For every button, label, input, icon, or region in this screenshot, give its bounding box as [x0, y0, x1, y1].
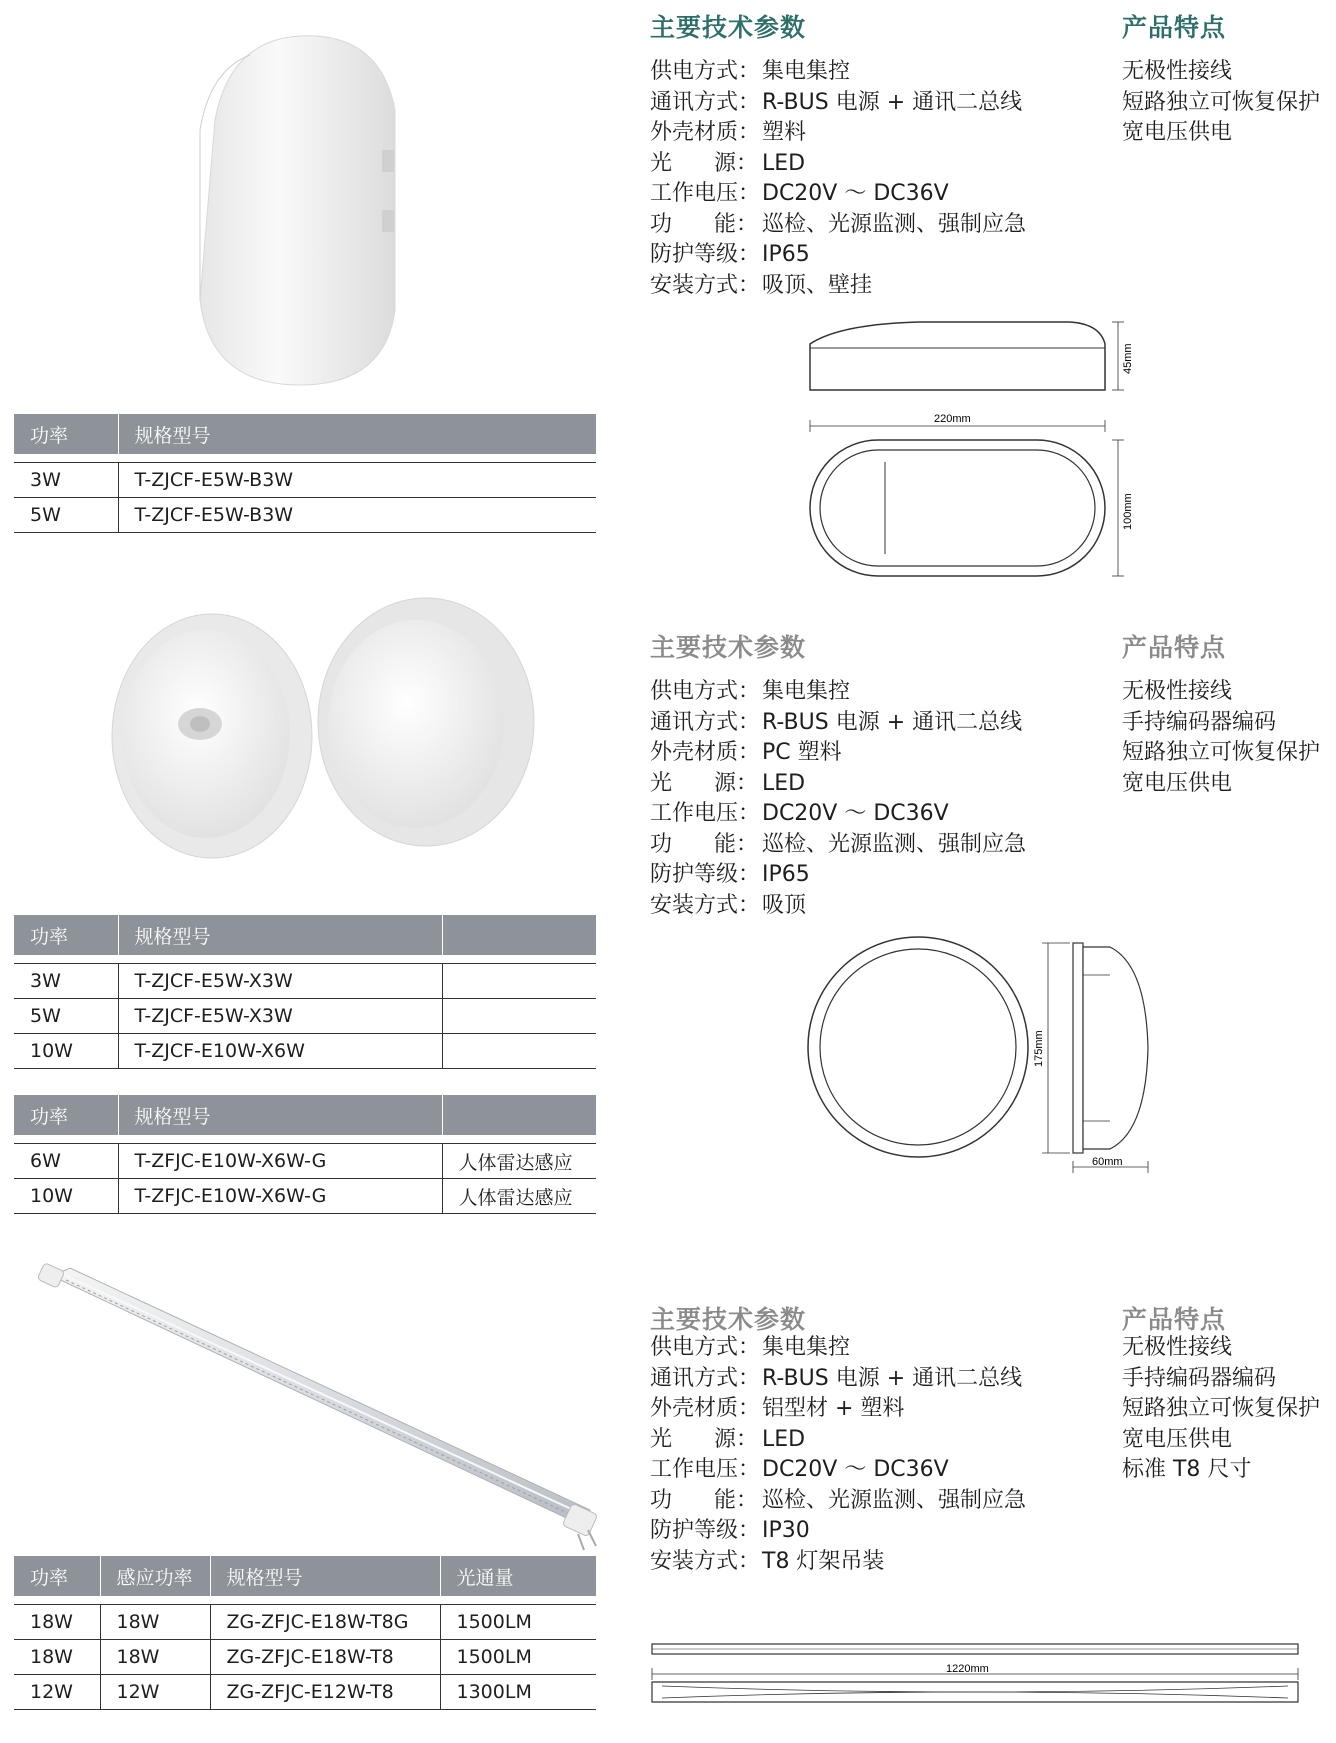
spec-label: 安装方式： [650, 1548, 761, 1574]
table-cell: ZG-ZFJC-E12W-T8 [210, 1675, 440, 1710]
table-cell: 1500LM [440, 1640, 596, 1675]
spec-label: 通讯方式： [650, 1365, 761, 1391]
table-cell [442, 1034, 596, 1069]
product2-specs-title: 主要技术参数 [650, 633, 807, 662]
spec-row [650, 88, 1026, 119]
table-cell: 12W [14, 1675, 100, 1710]
spec-value: LED [762, 770, 806, 796]
table-row [14, 1144, 596, 1179]
feature-item: 无极性接线 [1122, 59, 1233, 84]
product1-photo [190, 30, 420, 390]
spec-value: R-BUS 电源 + 通讯二总线 [762, 1365, 1023, 1391]
spec-value: 塑料 [762, 120, 807, 145]
spec-label: 光 源： [650, 770, 758, 796]
product2-photo [110, 596, 540, 866]
product1-height-dim: 45mm [1122, 343, 1134, 374]
spec-value: LED [762, 150, 806, 176]
table-cell: T-ZJCF-E5W-X3W [118, 964, 442, 999]
spec-value: PC 塑料 [762, 740, 842, 765]
spec-label: 光 源： [650, 150, 758, 176]
spec-value: 巡检、光源监测、强制应急 [762, 211, 1027, 237]
table-cell: T-ZJCF-E10W-X6W [118, 1034, 442, 1069]
spec-label: 供电方式： [650, 1335, 761, 1360]
table-header: 感应功率 [100, 1556, 210, 1596]
spec-row [650, 149, 1026, 180]
spec-row [650, 891, 1026, 922]
feature-item: 宽电压供电 [1122, 1426, 1233, 1452]
table-row [14, 1179, 596, 1214]
product3-tube-drawing [640, 1640, 1310, 1715]
table-header: 规格型号 [210, 1556, 440, 1596]
table-header: 功率 [14, 414, 118, 454]
spec-row [650, 1333, 1026, 1364]
product1-length-dim: 220mm [934, 413, 971, 425]
table-cell: 18W [100, 1640, 210, 1675]
spec-value: 集电集控 [762, 1335, 851, 1360]
table-cell: T-ZFJC-E10W-X6W-G [118, 1179, 442, 1214]
feature-item: 宽电压供电 [1122, 770, 1233, 796]
spec-value: DC20V ～ DC36V [762, 181, 949, 206]
spec-row [650, 769, 1026, 800]
feature-item: 短路独立可恢复保护 [1122, 740, 1321, 765]
product3-specs-title: 主要技术参数 [650, 1305, 807, 1334]
spec-row [650, 118, 1026, 149]
table-row [14, 964, 596, 999]
product3-length-dim: 1220mm [946, 1663, 989, 1675]
spec-label: 工作电压： [650, 1457, 761, 1482]
spec-row [650, 830, 1026, 861]
spec-label: 防护等级： [650, 862, 761, 887]
spec-row [650, 738, 1026, 769]
feature-item: 短路独立可恢复保护 [1122, 89, 1321, 115]
product2-spec-list [650, 677, 1026, 921]
product2-feature-list [1122, 677, 1320, 799]
table-cell: 18W [14, 1640, 100, 1675]
spec-label: 防护等级： [650, 242, 761, 267]
table-header: 规格型号 [118, 1095, 442, 1135]
feature-item: 标准 T8 尺寸 [1122, 1457, 1252, 1482]
feature-item: 短路独立可恢复保护 [1122, 1396, 1321, 1421]
table-cell: 18W [14, 1605, 100, 1640]
table-header: 规格型号 [118, 414, 596, 454]
feature-item: 宽电压供电 [1122, 120, 1233, 145]
table-header: 规格型号 [118, 915, 442, 955]
spec-row [650, 677, 1026, 708]
table-cell: 12W [100, 1675, 210, 1710]
table-cell: 1500LM [440, 1605, 596, 1640]
table-cell: 人体雷达感应 [442, 1144, 596, 1179]
table-cell: T-ZFJC-E10W-X6W-G [118, 1144, 442, 1179]
table-cell: T-ZJCF-E5W-X3W [118, 999, 442, 1034]
table-cell: 1300LM [440, 1675, 596, 1710]
table-cell: T-ZJCF-E5W-B3W [118, 463, 596, 498]
table-row [14, 498, 596, 533]
table-cell: 5W [14, 498, 118, 533]
product1-spec-list [650, 57, 1026, 301]
table-row [14, 1605, 596, 1640]
spec-row [650, 1547, 1026, 1578]
table-header [442, 1095, 596, 1135]
spec-row [650, 210, 1026, 241]
table-cell: 3W [14, 463, 118, 498]
spec-label: 安装方式： [650, 892, 761, 918]
spec-row [650, 240, 1026, 271]
spec-value: R-BUS 电源 + 通讯二总线 [762, 709, 1023, 735]
table-row [14, 1675, 596, 1710]
table-cell: 10W [14, 1179, 118, 1214]
spec-value: 巡检、光源监测、强制应急 [762, 831, 1027, 857]
table-cell: ZG-ZFJC-E18W-T8G [210, 1605, 440, 1640]
product2-diameter-dim: 175mm [1033, 1030, 1045, 1067]
spec-value: 吸顶、壁挂 [762, 272, 873, 298]
table-cell: 人体雷达感应 [442, 1179, 596, 1214]
spec-row [650, 1455, 1026, 1486]
spec-value: 集电集控 [762, 59, 851, 84]
feature-item: 手持编码器编码 [1122, 1365, 1277, 1391]
spec-value: DC20V ～ DC36V [762, 801, 949, 826]
spec-value: R-BUS 电源 + 通讯二总线 [762, 89, 1023, 115]
spec-row [650, 179, 1026, 210]
spec-value: 巡检、光源监测、强制应急 [762, 1487, 1027, 1513]
spec-label: 供电方式： [650, 59, 761, 84]
spec-label: 外壳材质： [650, 1396, 761, 1421]
table-row [14, 1034, 596, 1069]
product3-spec-list [650, 1333, 1026, 1577]
spec-label: 外壳材质： [650, 740, 761, 765]
spec-label: 通讯方式： [650, 709, 761, 735]
table-cell: 18W [100, 1605, 210, 1640]
spec-value: IP65 [762, 862, 810, 887]
product1-top-drawing [800, 412, 1145, 587]
table-header: 光通量 [440, 1556, 596, 1596]
table-row [14, 463, 596, 498]
product2-features-title: 产品特点 [1122, 633, 1227, 662]
table-cell: 6W [14, 1144, 118, 1179]
table-cell: T-ZJCF-E5W-B3W [118, 498, 596, 533]
product3-feature-list [1122, 1333, 1320, 1486]
product2-side-drawing [1030, 935, 1160, 1175]
product1-side-drawing [800, 318, 1145, 398]
table-cell: 10W [14, 1034, 118, 1069]
spec-label: 安装方式： [650, 272, 761, 298]
product2-front-drawing [800, 935, 1040, 1165]
spec-value: DC20V ～ DC36V [762, 1457, 949, 1482]
spec-value: T8 灯架吊装 [762, 1548, 885, 1574]
spec-label: 工作电压： [650, 801, 761, 826]
spec-label: 功 能： [650, 831, 758, 857]
feature-item: 手持编码器编码 [1122, 709, 1277, 735]
spec-row [650, 1364, 1026, 1395]
table-row [14, 999, 596, 1034]
spec-value: IP30 [762, 1518, 810, 1543]
product1-feature-list [1122, 57, 1320, 149]
spec-label: 功 能： [650, 211, 758, 237]
spec-value: 铝型材 + 塑料 [762, 1396, 905, 1421]
spec-row [650, 57, 1026, 88]
spec-value: IP65 [762, 242, 810, 267]
spec-label: 功 能： [650, 1487, 758, 1513]
spec-row [650, 860, 1026, 891]
product1-features-title: 产品特点 [1122, 13, 1227, 42]
spec-value: LED [762, 1426, 806, 1452]
spec-label: 外壳材质： [650, 120, 761, 145]
spec-label: 防护等级： [650, 1518, 761, 1543]
table-header: 功率 [14, 1095, 118, 1135]
product2-depth-dim: 60mm [1092, 1156, 1123, 1168]
spec-row [650, 1425, 1026, 1456]
table-row [14, 1640, 596, 1675]
table-cell: 3W [14, 964, 118, 999]
spec-label: 通讯方式： [650, 89, 761, 115]
product3-features-title: 产品特点 [1122, 1305, 1227, 1334]
spec-value: 吸顶 [762, 892, 807, 918]
table-header [442, 915, 596, 955]
table-cell: ZG-ZFJC-E18W-T8 [210, 1640, 440, 1675]
product2-table-b [14, 1095, 596, 1214]
product1-width-dim: 100mm [1122, 493, 1134, 530]
spec-row [650, 271, 1026, 302]
feature-item: 无极性接线 [1122, 1335, 1233, 1360]
spec-label: 供电方式： [650, 679, 761, 704]
table-header: 功率 [14, 1556, 100, 1596]
table-cell: 5W [14, 999, 118, 1034]
spec-row [650, 799, 1026, 830]
product3-photo [30, 1260, 605, 1555]
feature-item: 无极性接线 [1122, 679, 1233, 704]
table-cell [442, 964, 596, 999]
spec-row [650, 708, 1026, 739]
table-header: 功率 [14, 915, 118, 955]
product2-table-a [14, 915, 596, 1069]
spec-value: 集电集控 [762, 679, 851, 704]
product1-specs-title: 主要技术参数 [650, 13, 807, 42]
product3-table [14, 1556, 596, 1710]
spec-row [650, 1394, 1026, 1425]
product1-table [14, 414, 596, 533]
spec-label: 工作电压： [650, 181, 761, 206]
spec-row [650, 1516, 1026, 1547]
table-cell [442, 999, 596, 1034]
spec-label: 光 源： [650, 1426, 758, 1452]
spec-row [650, 1486, 1026, 1517]
